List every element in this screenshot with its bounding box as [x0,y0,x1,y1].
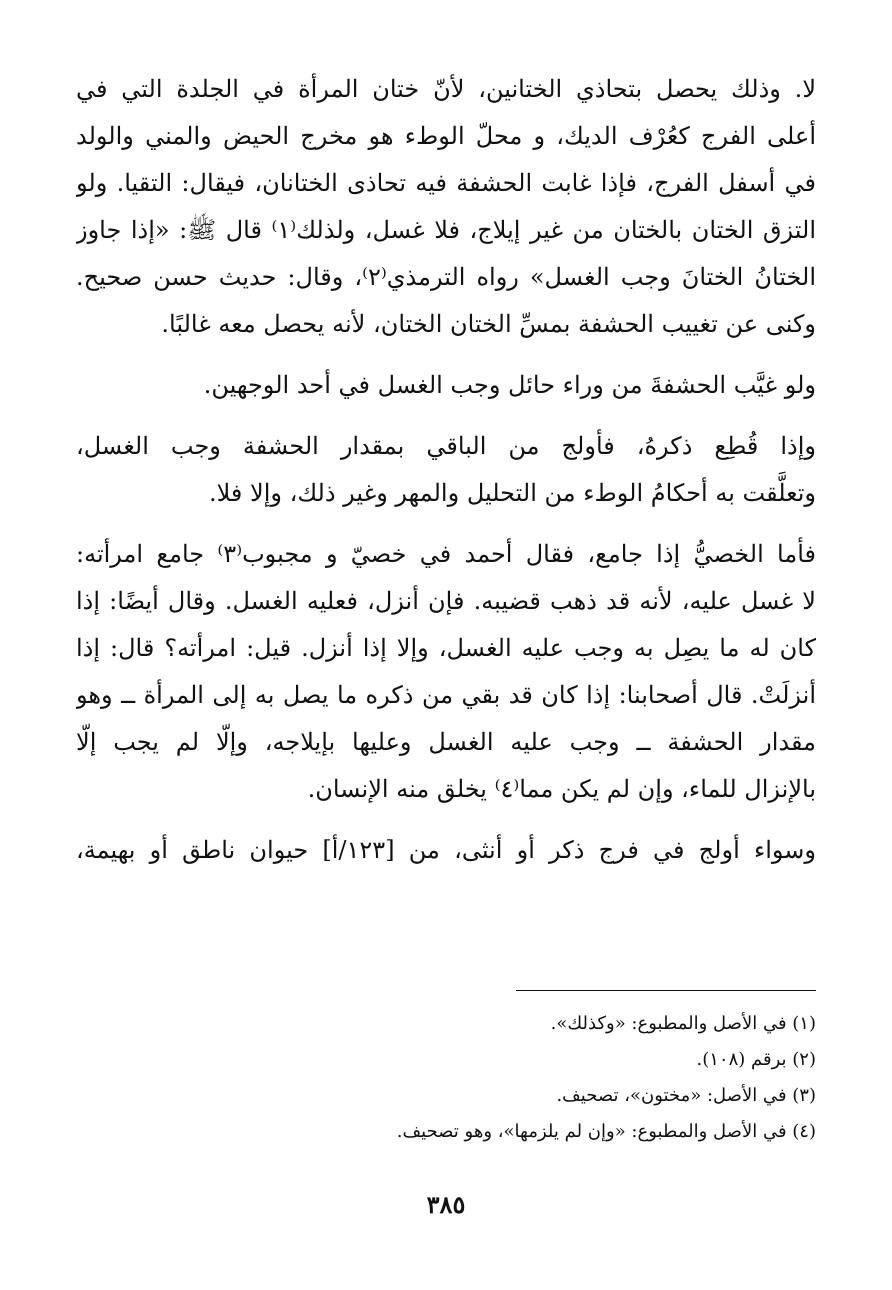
footnote-3: (٣) في الأصل: «مختون»، تصحيف. [556,1085,816,1106]
footnote-divider [516,990,816,991]
text-line: أنزلَتْ. قال أصحابنا: إذا كان قد بقي من ذكره ما يصل به إلى المرأة ــ وهو [76,681,816,709]
text-line: مقدار الحشفة ــ وجب عليه الغسل وعليها بإيلاجه، وإلّا لم يجب إلّا [76,728,816,756]
text-line: التزق الختان بالختان من غير إيلاج، فلا غسل، ولذلك⁽١⁾ قال ﷺ: «إذا جاوز [76,216,816,244]
footnote-2: (٢) برقم (١٠٨). [696,1049,816,1070]
text-line: أعلى الفرج كعُرْف الديك، و محلّ الوطء هو مخرج الحيض والمني والولد [76,122,816,150]
text-line: لا غسل عليه، لأنه قد ذهب قضيبه. فإن أنزل، فعليه الغسل. وقال أيضًا: إذا [76,587,816,615]
text-line: الختانُ الختانَ وجب الغسل» رواه الترمذي⁽٢⁾، وقال: حديث حسن صحيح. [76,263,816,291]
text-line: كان له ما يصِل به وجب عليه الغسل، وإلا إذا أنزل. قيل: امرأته؟ قال: إذا [76,634,816,662]
paragraph-5 [76,827,816,874]
text-line: فأما الخصيُّ إذا جامع، فقال أحمد في خصيّ و مجبوب⁽٣⁾ جامع امرأته: [76,540,816,568]
footnote-1: (١) في الأصل والمطبوع: «وكذلك». [550,1013,816,1034]
text-line: في أسفل الفرج، فإذا غابت الحشفة فيه تحاذى الختانان، فيقال: التقيا. ولو [76,169,816,197]
text-line: ولو غيَّب الحشفةَ من وراء حائل وجب الغسل في أحد الوجهين. [203,371,816,399]
text-line: وتعلَّقت به أحكامُ الوطء من التحليل والمهر وغير ذلك، وإلا فلا. [208,479,816,507]
text-line: وسواء أولج في فرج ذكر أو أنثى، من [١٢٣/أ] حيوان ناطق أو بهيمة، [76,836,816,864]
main-text [76,66,816,888]
page-number: ٣٨٥ [426,1190,466,1219]
footnote-4: (٤) في الأصل والمطبوع: «وإن لم يلزمها»، وهو تصحيف. [396,1121,816,1142]
text-line: وكنى عن تغييب الحشفة بمسِّ الختان الختان، لأنه يحصل معه غالبًا. [161,310,816,338]
text-line: بالإنزال للماء، وإن لم يكن مما⁽٤⁾ يخلق منه الإنسان. [307,775,816,803]
text-line: لا. وذلك يحصل بتحاذي الختانين، لأنّ ختان المرأة في الجلدة التي في [76,75,816,103]
paragraph-3 [76,423,816,517]
paragraph-4 [76,531,816,813]
paragraph-1 [76,66,816,348]
paragraph-2 [76,362,816,409]
text-line: وإذا قُطِع ذكرهُ، فأولج من الباقي بمقدار الحشفة وجب الغسل، [76,432,816,460]
footnotes [76,1006,816,1150]
